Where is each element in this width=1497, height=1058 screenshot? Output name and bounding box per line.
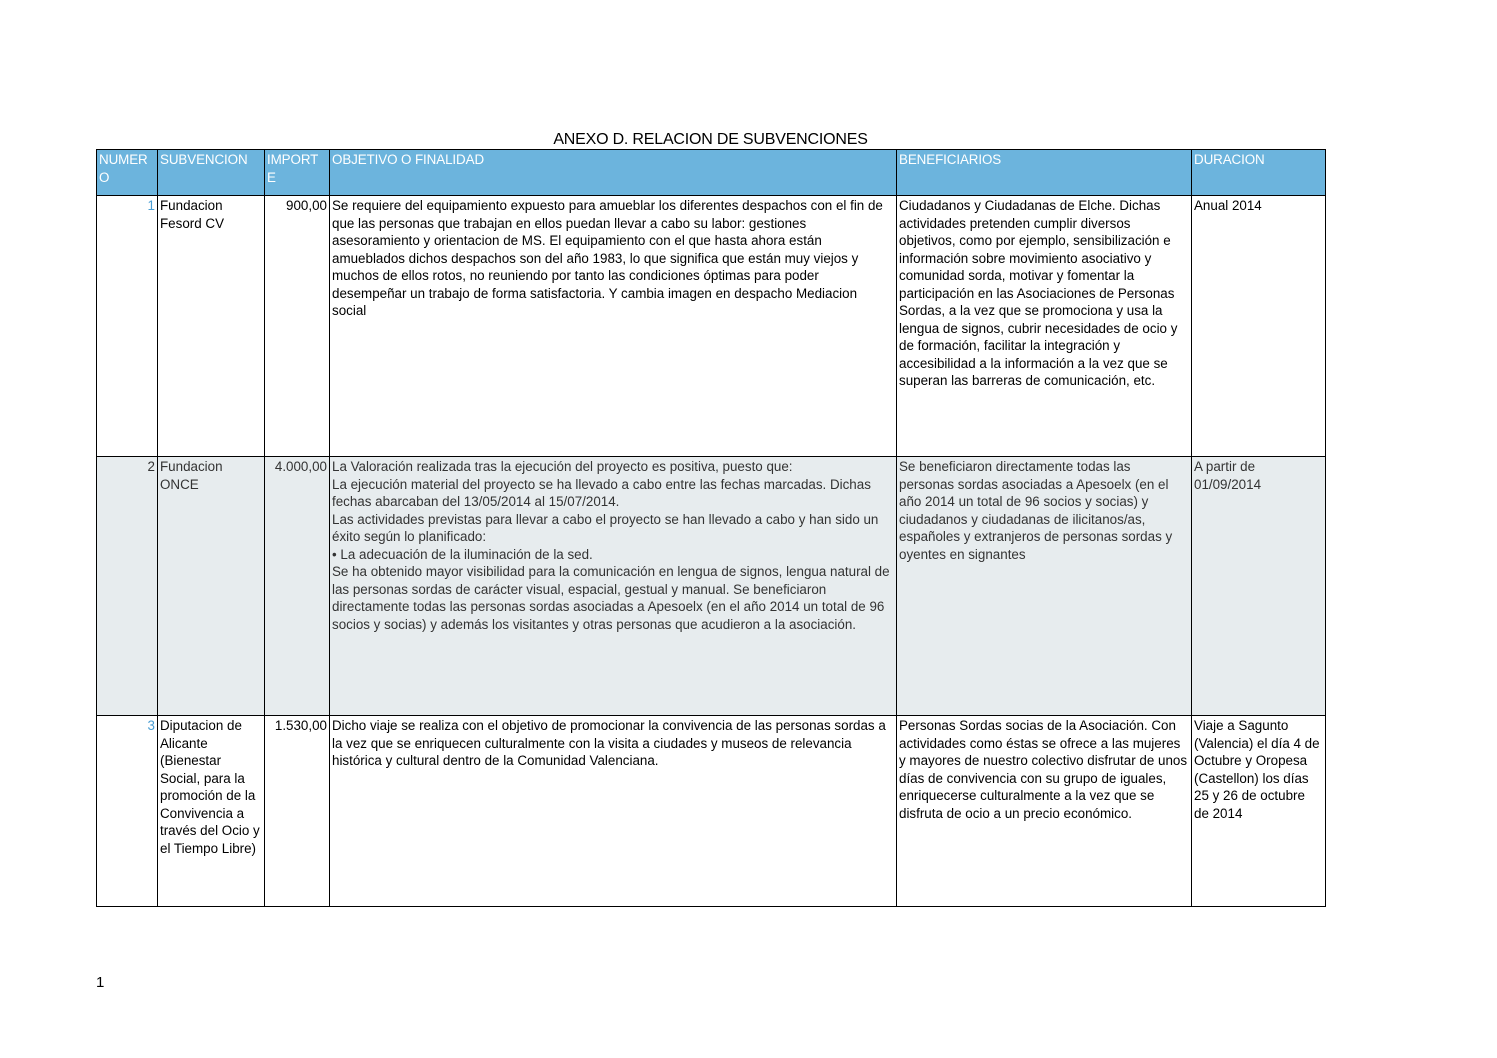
cell-importe: 900,00	[265, 196, 330, 457]
cell-objetivo	[330, 716, 897, 907]
cell-beneficiarios: Ciudadanos y Ciudadanas de Elche. Dichas actividades pretenden cumplir diversos objetivos, como por ejemplo, sensibilización e información sobre movimiento asociativo y comunidad sorda, motivar y fomentar la participación en las Asociaciones de Personas Sordas, a la vez que se promociona y usa la lengua de signos, cubrir necesidades de ocio y de formación, facilitar la integración y accesibilidad a la información a la vez que se superan las barreras de comunicación, etc.	[897, 196, 1192, 457]
objetivo-bullet: • La adecuación de la iluminación de la sed.	[332, 546, 593, 562]
cell-subvencion: Diputacion de Alicante (Bienestar Social, para la promoción de la Convivencia a través del Ocio y el Tiempo Libre)	[158, 716, 265, 907]
header-numero: NUMERO	[97, 150, 158, 196]
cell-duracion: A partir de 01/09/2014	[1192, 457, 1326, 716]
cell-subvencion: Fundacion ONCE	[158, 457, 265, 716]
header-objetivo: OBJETIVO O FINALIDAD	[330, 150, 897, 196]
header-subvencion: SUBVENCION	[158, 150, 265, 196]
cell-importe: 4.000,00	[265, 457, 330, 716]
cell-numero: 1	[97, 196, 158, 457]
table-header-row	[97, 150, 1326, 196]
header-importe: IMPORTE	[265, 150, 330, 196]
document-title: ANEXO D. RELACION DE SUBVENCIONES	[553, 131, 868, 148]
cell-beneficiarios: Se beneficiaron directamente todas las personas sordas asociadas a Apesoelx (en el año 2014 un total de 96 socios y socias) y ciudadanos y ciudadanas de ilicitanos/as, españoles y extranjeros de personas sordas y oyentes en signantes	[897, 457, 1192, 716]
objetivo-paragraph: La Valoración realizada tras la ejecución del proyecto es positiva, puesto que:	[332, 459, 793, 474]
objetivo-paragraph: Las actividades previstas para llevar a cabo el proyecto se han llevado a cabo y han sido un éxito según lo planificado:	[332, 511, 879, 544]
cell-objetivo	[330, 196, 897, 457]
cell-objetivo	[330, 457, 897, 716]
cell-importe: 1.530,00	[265, 716, 330, 907]
page-number: 1	[96, 974, 105, 991]
cell-duracion: Anual 2014	[1192, 196, 1326, 457]
table-row	[97, 196, 1326, 457]
grants-table	[96, 149, 1326, 907]
header-beneficiarios: BENEFICIARIOS	[897, 150, 1192, 196]
header-duracion: DURACION	[1192, 150, 1326, 196]
cell-beneficiarios: Personas Sordas socias de la Asociación. Con actividades como éstas se ofrece a las mujeres y mayores de nuestro colectivo disfrutar de unos días de convivencia con su grupo de iguales, enriquecerse culturalmente a la vez que se disfruta de ocio a un precio económico.	[897, 716, 1192, 907]
cell-numero: 2	[97, 457, 158, 716]
table-row	[97, 457, 1326, 716]
objetivo-paragraph: Se requiere del equipamiento expuesto para amueblar los diferentes despachos con el fin de que las personas que trabajan en ellos puedan llevar a cabo su labor: gestiones asesoramiento y orientacion de MS. El equipamiento con el que hasta ahora están amueblados dichos despachos son del año 1983, lo que significa que están muy viejos y muchos de ellos rotos, no reuniendo por tanto las condiciones óptimas para poder desempeñar un trabajo de forma satisfactoria. Y cambia imagen en despacho Mediacion social	[332, 198, 883, 318]
cell-duracion: Viaje a Sagunto (Valencia) el día 4 de Octubre y Oropesa (Castellon) los días 25 y 26 de octubre de 2014	[1192, 716, 1326, 907]
cell-subvencion: Fundacion Fesord CV	[158, 196, 265, 457]
table-row	[97, 716, 1326, 907]
cell-numero: 3	[97, 716, 158, 907]
objetivo-paragraph: Dicho viaje se realiza con el objetivo de promocionar la convivencia de las personas sordas a la vez que se enriquecen culturalmente con la visita a ciudades y museos de relevancia histórica y cultural dentro de la Comunidad Valenciana.	[332, 718, 886, 768]
objetivo-paragraph: Se ha obtenido mayor visibilidad para la comunicación en lengua de signos, lengua natural de las personas sordas de carácter visual, espacial, gestual y manual. Se beneficiaron directamente todas las personas sordas asociadas a Apesoelx (en el año 2014 un total de 96 socios y socias) y además los visitantes y otras personas que acudieron a la asociación.	[332, 564, 890, 632]
objetivo-paragraph: La ejecución material del proyecto se ha llevado a cabo entre las fechas marcadas. Dichas fechas abarcaban del 13/05/2014 al 15/07/2014.	[332, 476, 871, 509]
